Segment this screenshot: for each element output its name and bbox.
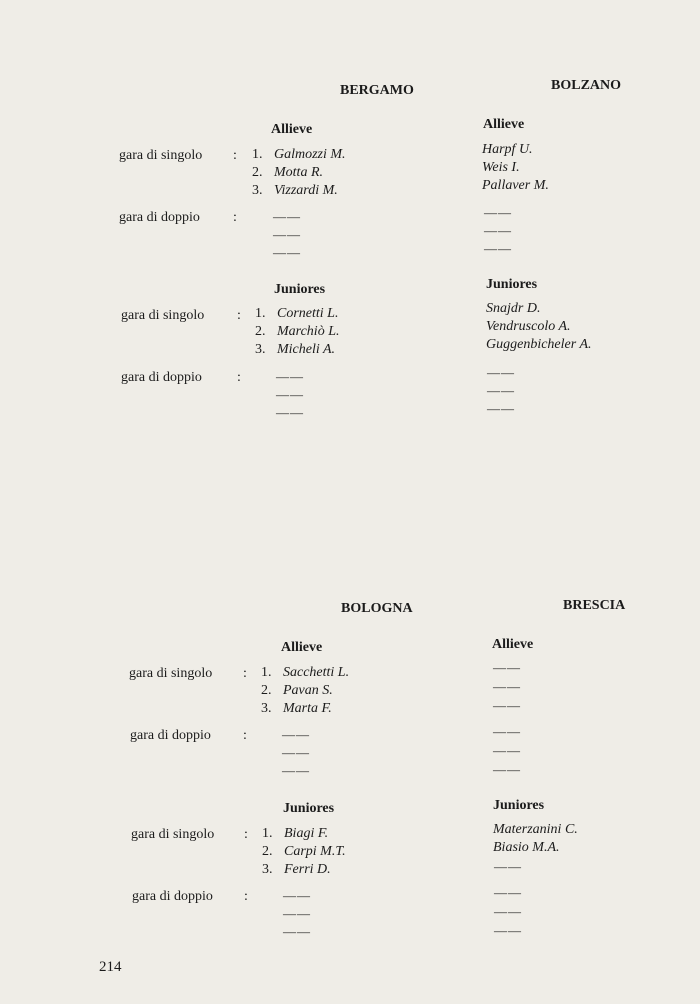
entry-row: 1. Cornetti L. — [255, 306, 339, 321]
entry-row: 2. Pavan S. — [261, 683, 333, 698]
city-heading-bologna: BOLOGNA — [341, 601, 413, 616]
entry-row: Guggenbicheler A. — [486, 337, 592, 352]
city-heading-brescia: BRESCIA — [563, 598, 626, 613]
colon: : — [237, 370, 241, 385]
empty-entry-dash: —— — [273, 227, 301, 242]
entry-row: 2. Motta R. — [252, 165, 323, 180]
empty-entry-dash: —— — [494, 885, 522, 900]
category-heading-allieve: Allieve — [483, 117, 525, 132]
empty-entry-dash: —— — [283, 906, 311, 921]
event-label-doppio: gara di doppio — [130, 728, 211, 743]
category-heading-juniores: Juniores — [274, 282, 326, 297]
category-heading-allieve: Allieve — [271, 122, 313, 137]
entry-row: 2. Carpi M.T. — [262, 844, 346, 859]
colon: : — [244, 889, 248, 904]
empty-entry-dash: —— — [273, 209, 301, 224]
empty-entry-dash: —— — [283, 924, 311, 939]
empty-entry-dash: —— — [487, 365, 515, 380]
category-heading-allieve: Allieve — [492, 637, 534, 652]
city-heading-bolzano: BOLZANO — [551, 78, 622, 93]
entry-row: 3. Ferri D. — [262, 862, 331, 877]
colon: : — [233, 210, 237, 225]
empty-entry-dash: —— — [276, 405, 304, 420]
empty-entry-dash: —— — [493, 724, 521, 739]
empty-entry-dash: —— — [273, 245, 301, 260]
category-heading-juniores: Juniores — [486, 277, 538, 292]
empty-entry-dash: —— — [494, 859, 522, 874]
event-label-doppio: gara di doppio — [132, 889, 213, 904]
empty-entry-dash: —— — [493, 660, 521, 675]
entry-row: Biasio M.A. — [493, 840, 560, 855]
entry-row: 3. Vizzardi M. — [252, 183, 338, 198]
entry-row: Weis I. — [482, 160, 520, 175]
event-label-singolo: gara di singolo — [129, 666, 213, 681]
event-label-singolo: gara di singolo — [119, 148, 203, 163]
page-number: 214 — [99, 959, 122, 975]
entry-row: 3. Micheli A. — [255, 342, 336, 357]
empty-entry-dash: —— — [484, 223, 512, 238]
empty-entry-dash: —— — [484, 205, 512, 220]
entry-row: 1. Biagi F. — [262, 826, 329, 841]
entry-row: 1. Sacchetti L. — [261, 665, 350, 680]
category-heading-allieve: Allieve — [281, 640, 323, 655]
empty-entry-dash: —— — [282, 763, 310, 778]
empty-entry-dash: —— — [276, 387, 304, 402]
empty-entry-dash: —— — [276, 369, 304, 384]
empty-entry-dash: —— — [283, 888, 311, 903]
entry-row: Pallaver M. — [482, 178, 549, 193]
colon: : — [243, 728, 247, 743]
event-label-singolo: gara di singolo — [121, 308, 205, 323]
empty-entry-dash: —— — [493, 743, 521, 758]
empty-entry-dash: —— — [282, 745, 310, 760]
category-heading-juniores: Juniores — [283, 801, 335, 816]
empty-entry-dash: —— — [282, 727, 310, 742]
category-heading-juniores: Juniores — [493, 798, 545, 813]
entry-row: Harpf U. — [482, 142, 533, 157]
event-label-doppio: gara di doppio — [119, 210, 200, 225]
empty-entry-dash: —— — [484, 241, 512, 256]
colon: : — [244, 827, 248, 842]
entry-row: Snajdr D. — [486, 301, 541, 316]
entry-row: 2. Marchiò L. — [255, 324, 340, 339]
empty-entry-dash: —— — [493, 679, 521, 694]
event-label-singolo: gara di singolo — [131, 827, 215, 842]
colon: : — [243, 666, 247, 681]
empty-entry-dash: —— — [487, 401, 515, 416]
entry-row: Vendruscolo A. — [486, 319, 571, 334]
empty-entry-dash: —— — [494, 904, 522, 919]
empty-entry-dash: —— — [494, 923, 522, 938]
empty-entry-dash: —— — [493, 698, 521, 713]
colon: : — [233, 148, 237, 163]
empty-entry-dash: —— — [493, 762, 521, 777]
entry-row: Materzanini C. — [493, 822, 578, 837]
event-label-doppio: gara di doppio — [121, 370, 202, 385]
city-heading-bergamo: BERGAMO — [340, 83, 414, 98]
empty-entry-dash: —— — [487, 383, 515, 398]
entry-row: 1. Galmozzi M. — [252, 147, 346, 162]
colon: : — [237, 308, 241, 323]
entry-row: 3. Marta F. — [261, 701, 332, 716]
